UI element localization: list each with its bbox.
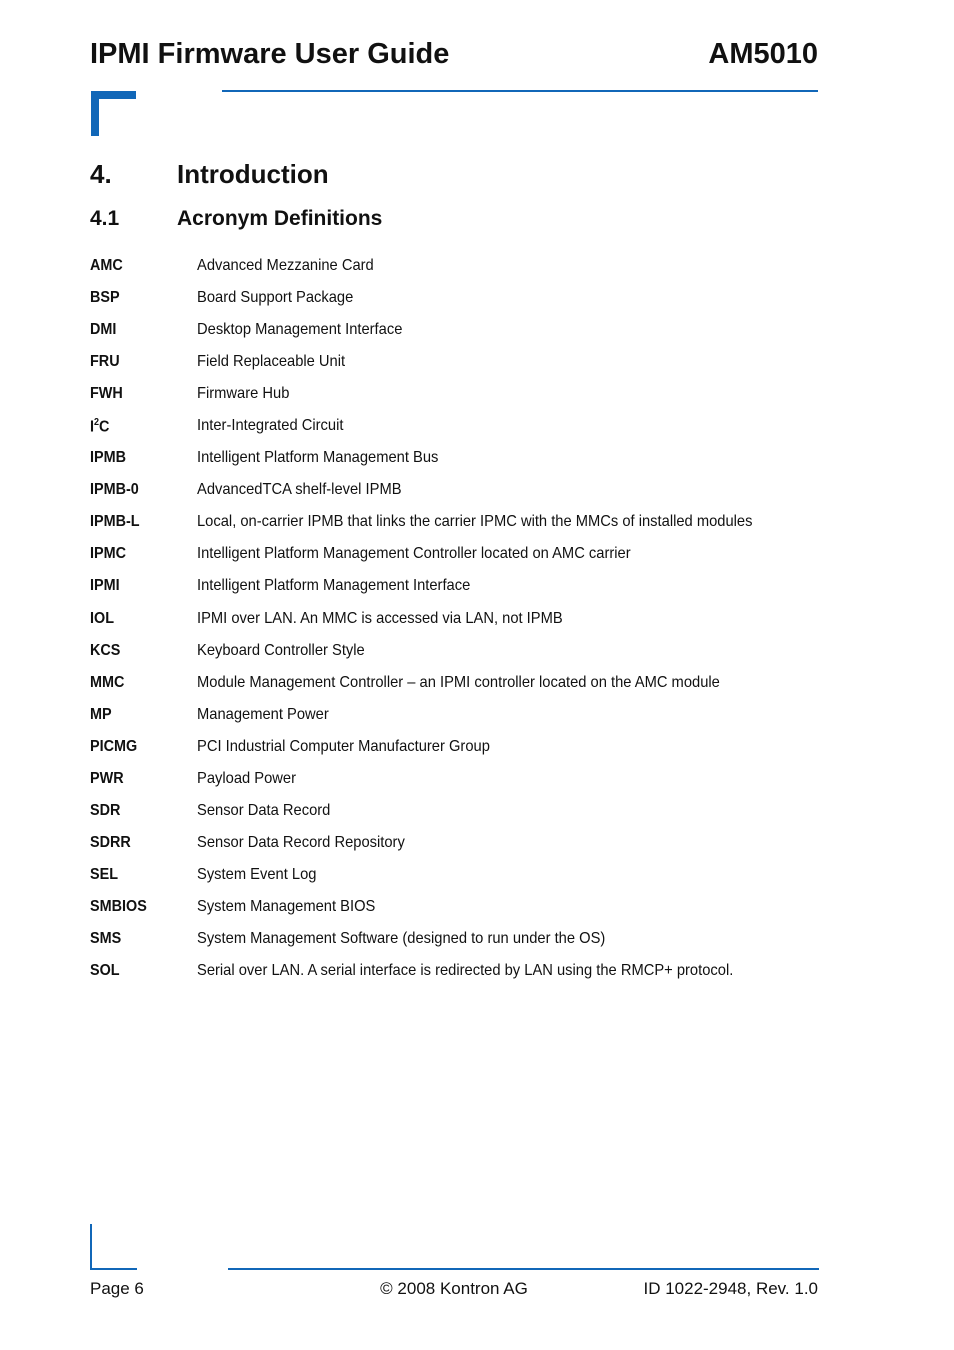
subsection-title: Acronym Definitions xyxy=(177,207,383,230)
acronym-row xyxy=(90,410,830,442)
page-number: Page 6 xyxy=(90,1279,144,1298)
acronym-definition: Serial over LAN. A serial interface is redirected by LAN using the RMCP+ protocol. xyxy=(197,962,734,980)
subsection-heading xyxy=(90,207,382,231)
acronym-row xyxy=(90,667,830,699)
acronym-definition: Intelligent Platform Management Controller located on AMC carrier xyxy=(197,545,631,563)
acronym-definition: Keyboard Controller Style xyxy=(197,641,365,659)
acronym-definition: Management Power xyxy=(197,705,329,723)
acronym-definition: Inter-Integrated Circuit xyxy=(197,417,344,435)
acronym-row xyxy=(90,603,830,635)
acronym-row xyxy=(90,346,830,378)
acronym-term: PICMG xyxy=(90,737,138,755)
acronym-row xyxy=(90,859,830,891)
acronym-term: SMS xyxy=(90,930,122,947)
acronym-term: IPMI xyxy=(90,577,120,595)
corner-mark-bottom xyxy=(90,1224,137,1270)
acronym-term: SDRR xyxy=(90,833,131,851)
acronym-definition: Payload Power xyxy=(197,769,297,787)
acronym-term: IOL xyxy=(90,609,115,627)
acronym-term: AMC xyxy=(90,257,123,275)
acronym-term: SMBIOS xyxy=(90,897,147,915)
acronym-definition: Advanced Mezzanine Card xyxy=(197,257,374,275)
acronym-term: PWR xyxy=(90,769,124,787)
acronym-definition: Sensor Data Record Repository xyxy=(197,833,405,851)
acronym-row xyxy=(90,923,830,955)
acronym-list xyxy=(90,250,830,987)
corner-mark-top xyxy=(91,91,136,136)
acronym-row xyxy=(90,635,830,667)
acronym-definition: Intelligent Platform Management Interface xyxy=(197,577,471,595)
acronym-row xyxy=(90,474,830,506)
section-number: 4. xyxy=(90,159,112,189)
acronym-row xyxy=(90,795,830,827)
acronym-term: IPMB-L xyxy=(90,513,140,531)
acronym-row xyxy=(90,314,830,346)
acronym-term: KCS xyxy=(90,641,121,659)
acronym-term: MP xyxy=(90,705,112,723)
product-model: AM5010 xyxy=(708,38,818,70)
document-id: ID 1022-2948, Rev. 1.0 xyxy=(643,1279,818,1298)
acronym-row xyxy=(90,250,830,282)
acronym-row xyxy=(90,538,830,570)
acronym-definition: System Management BIOS xyxy=(197,897,376,915)
acronym-row xyxy=(90,827,830,859)
acronym-definition: Module Management Controller – an IPMI controller located on the AMC module xyxy=(197,673,720,691)
acronym-row xyxy=(90,282,830,314)
acronym-term: SDR xyxy=(90,801,121,819)
acronym-definition: Firmware Hub xyxy=(197,385,290,403)
acronym-term: MMC xyxy=(90,673,125,691)
acronym-term: $I^2C$ xyxy=(90,416,110,435)
section-title: Introduction xyxy=(177,159,329,189)
acronym-term: IPMB-0 xyxy=(90,481,139,499)
acronym-term: SOL xyxy=(90,962,120,980)
acronym-definition: System Management Software (designed to run under the OS) xyxy=(197,930,606,947)
acronym-row xyxy=(90,731,830,763)
acronym-term: FRU xyxy=(90,353,120,371)
acronym-row xyxy=(90,891,830,923)
acronym-definition: IPMI over LAN. An MMC is accessed via LAN, not IPMB xyxy=(197,609,563,627)
acronym-row xyxy=(90,955,830,987)
acronym-term: BSP xyxy=(90,289,120,307)
acronym-term: FWH xyxy=(90,385,123,403)
acronym-term: IPMC xyxy=(90,545,126,563)
acronym-definition: Desktop Management Interface xyxy=(197,321,403,339)
acronym-term: DMI xyxy=(90,321,117,339)
acronym-definition: AdvancedTCA shelf-level IPMB xyxy=(197,481,402,499)
acronym-row xyxy=(90,378,830,410)
copyright-text: © 2008 Kontron AG xyxy=(380,1279,528,1298)
document-title: IPMI Firmware User Guide xyxy=(90,38,450,70)
acronym-row xyxy=(90,506,830,538)
acronym-definition: Board Support Package xyxy=(197,289,354,307)
acronym-definition: Sensor Data Record xyxy=(197,801,331,819)
acronym-row xyxy=(90,442,830,474)
acronym-term: SEL xyxy=(90,865,119,883)
acronym-row xyxy=(90,699,830,731)
acronym-definition: System Event Log xyxy=(197,865,317,883)
section-heading xyxy=(90,159,329,190)
acronym-row xyxy=(90,763,830,795)
acronym-term: IPMB xyxy=(90,449,126,467)
acronym-definition: PCI Industrial Computer Manufacturer Group xyxy=(197,737,490,755)
acronym-row xyxy=(90,570,830,602)
subsection-number: 4.1 xyxy=(90,207,120,230)
acronym-definition: Intelligent Platform Management Bus xyxy=(197,449,439,467)
header-rule xyxy=(222,90,818,92)
acronym-definition: Local, on-carrier IPMB that links the carrier IPMC with the MMCs of installed modules xyxy=(197,513,753,531)
footer-rule xyxy=(228,1268,819,1270)
acronym-definition: Field Replaceable Unit xyxy=(197,353,346,371)
